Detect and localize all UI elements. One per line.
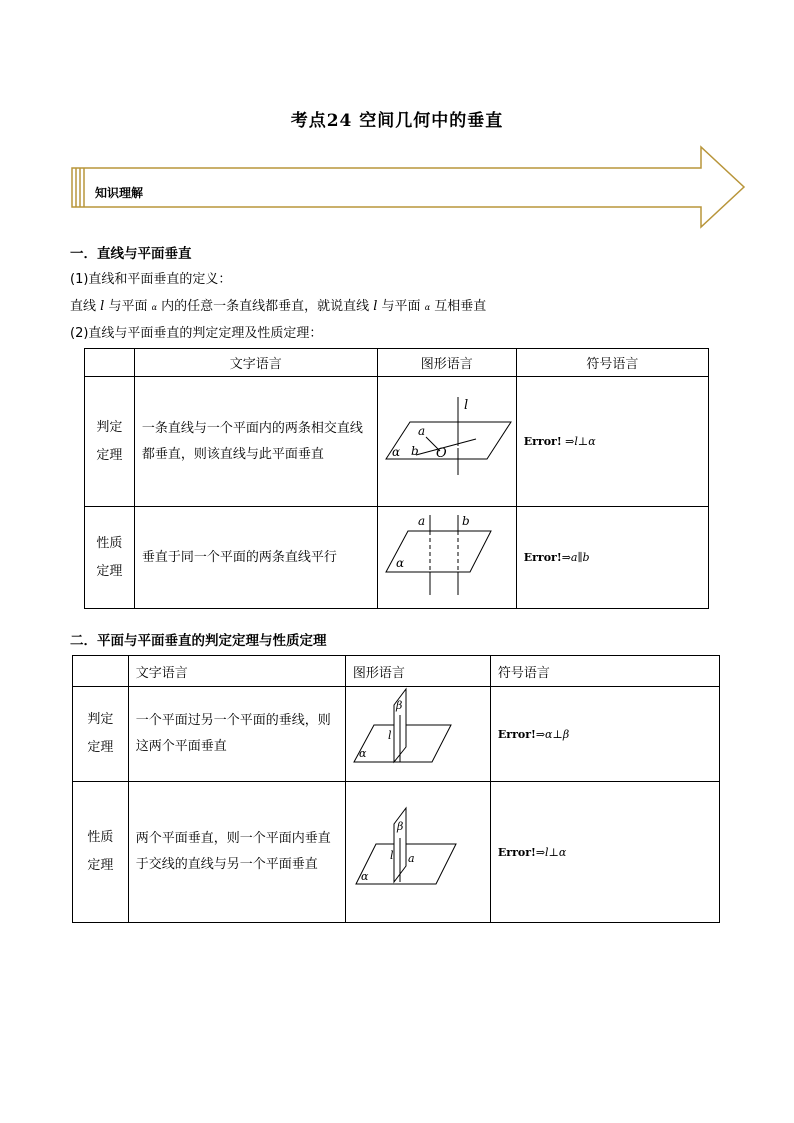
header-symbol-lang: 符号语言 bbox=[490, 656, 719, 687]
theorem-heading: (2)直线与平面垂直的判定定理及性质定理： bbox=[70, 326, 323, 341]
figure-line-perp-plane bbox=[377, 377, 516, 507]
svg-text:b: b bbox=[410, 444, 419, 458]
row-text: 垂直于同一个平面的两条直线平行 bbox=[134, 507, 377, 609]
svg-text:l: l bbox=[463, 398, 468, 413]
row-text: 一个平面过另一个平面的垂线，则这两个平面垂直 bbox=[128, 687, 345, 782]
row-label: 判定 定理 bbox=[73, 687, 129, 782]
svg-text:α: α bbox=[360, 870, 369, 883]
plane-plane-table bbox=[72, 655, 720, 923]
table-row bbox=[85, 377, 709, 507]
header-symbol-lang: 符号语言 bbox=[516, 349, 708, 377]
definition-heading: (1)直线和平面垂直的定义： bbox=[70, 272, 232, 287]
figure-parallel-lines bbox=[377, 507, 516, 609]
svg-text:l: l bbox=[389, 849, 394, 862]
svg-text:β: β bbox=[395, 699, 403, 712]
row-label: 性质 定理 bbox=[73, 782, 129, 923]
page-title: 考点24 空间几何中的垂直 bbox=[290, 111, 504, 131]
section1-heading: 一．直线与平面垂直 bbox=[70, 246, 192, 262]
definition-text: 直线 l 与平面 α 内的任意一条直线都垂直，就说直线 l 与平面 α 互相垂直 bbox=[70, 299, 487, 314]
row-text: 两个平面垂直，则一个平面内垂直于交线的直线与另一个平面垂直 bbox=[128, 782, 345, 923]
row-symbol: Error!⇒l⊥α bbox=[490, 782, 719, 923]
svg-text:α: α bbox=[358, 747, 367, 760]
row-text: 一条直线与一个平面内的两条相交直线都垂直，则该直线与此平面垂直 bbox=[134, 377, 377, 507]
header-text-lang: 文字语言 bbox=[134, 349, 377, 377]
svg-text:α: α bbox=[395, 556, 404, 570]
table-row bbox=[73, 782, 720, 923]
banner-label: 知识理解 bbox=[95, 186, 144, 200]
row-label: 性质 定理 bbox=[85, 507, 135, 609]
svg-text:l: l bbox=[387, 729, 392, 742]
row-label: 判定 定理 bbox=[85, 377, 135, 507]
header-figure-lang: 图形语言 bbox=[377, 349, 516, 377]
svg-text:b: b bbox=[461, 514, 470, 528]
banner-arrow bbox=[70, 145, 746, 229]
svg-text:a: a bbox=[407, 852, 415, 865]
row-symbol: Error! ⇒l⊥α bbox=[516, 377, 708, 507]
row-symbol: Error!⇒a∥b bbox=[516, 507, 708, 609]
table-row bbox=[73, 687, 720, 782]
section2-heading: 二．平面与平面垂直的判定定理与性质定理 bbox=[70, 633, 327, 649]
figure-plane-perp-property bbox=[345, 782, 490, 923]
table-header-row bbox=[73, 656, 720, 687]
line-plane-table bbox=[84, 348, 709, 609]
row-symbol: Error!⇒α⊥β bbox=[490, 687, 719, 782]
table-header-row bbox=[85, 349, 709, 377]
header-text-lang: 文字语言 bbox=[128, 656, 345, 687]
svg-text:O: O bbox=[435, 446, 447, 461]
header-figure-lang: 图形语言 bbox=[345, 656, 490, 687]
svg-text:β: β bbox=[396, 820, 404, 833]
svg-text:α: α bbox=[391, 445, 400, 459]
svg-text:a: a bbox=[417, 514, 425, 528]
figure-plane-perp-plane bbox=[345, 687, 490, 782]
svg-text:a: a bbox=[417, 424, 425, 438]
table-row bbox=[85, 507, 709, 609]
